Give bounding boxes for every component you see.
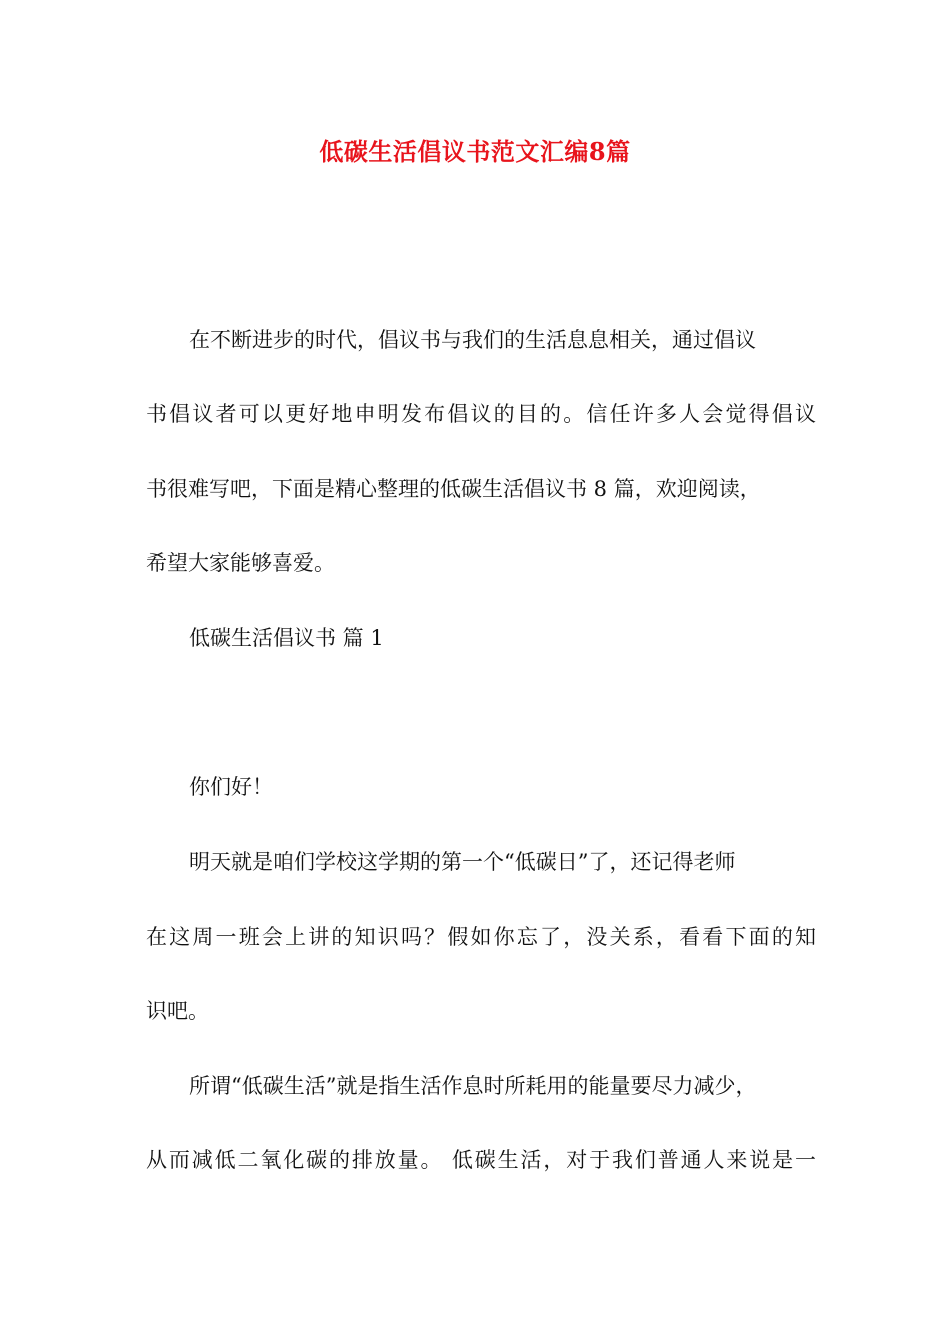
document-title: 低碳生活倡议书范文汇编8篇 bbox=[319, 137, 631, 166]
intro-line-1: 在不断进步的时代，倡议书与我们的生活息息相关，通过倡议 bbox=[189, 328, 756, 352]
para1-line-2: 在这周一班会上讲的知识吗？假如你忘了，没关系，看看下面的知 bbox=[146, 925, 816, 949]
para1-line-1: 明天就是咱们学校这学期的第一个“低碳日”了，还记得老师 bbox=[189, 850, 736, 874]
para2-line-2: 从而减低二氧化碳的排放量。 低碳生活，对于我们普通人来说是一 bbox=[146, 1148, 816, 1172]
intro-line-3: 书很难写吧，下面是精心整理的低碳生活倡议书 8 篇，欢迎阅读， bbox=[146, 477, 761, 501]
section-heading: 低碳生活倡议书 篇 1 bbox=[189, 626, 384, 650]
greeting: 你们好！ bbox=[189, 775, 273, 799]
para1-line-3: 识吧。 bbox=[146, 999, 209, 1023]
intro-line-4: 希望大家能够喜爱。 bbox=[146, 551, 335, 575]
intro-line-2: 书倡议者可以更好地申明发布倡议的目的。信任许多人会觉得倡议 bbox=[146, 402, 816, 426]
para2-line-1: 所谓“低碳生活”就是指生活作息时所耗用的能量要尽力减少， bbox=[189, 1074, 757, 1098]
